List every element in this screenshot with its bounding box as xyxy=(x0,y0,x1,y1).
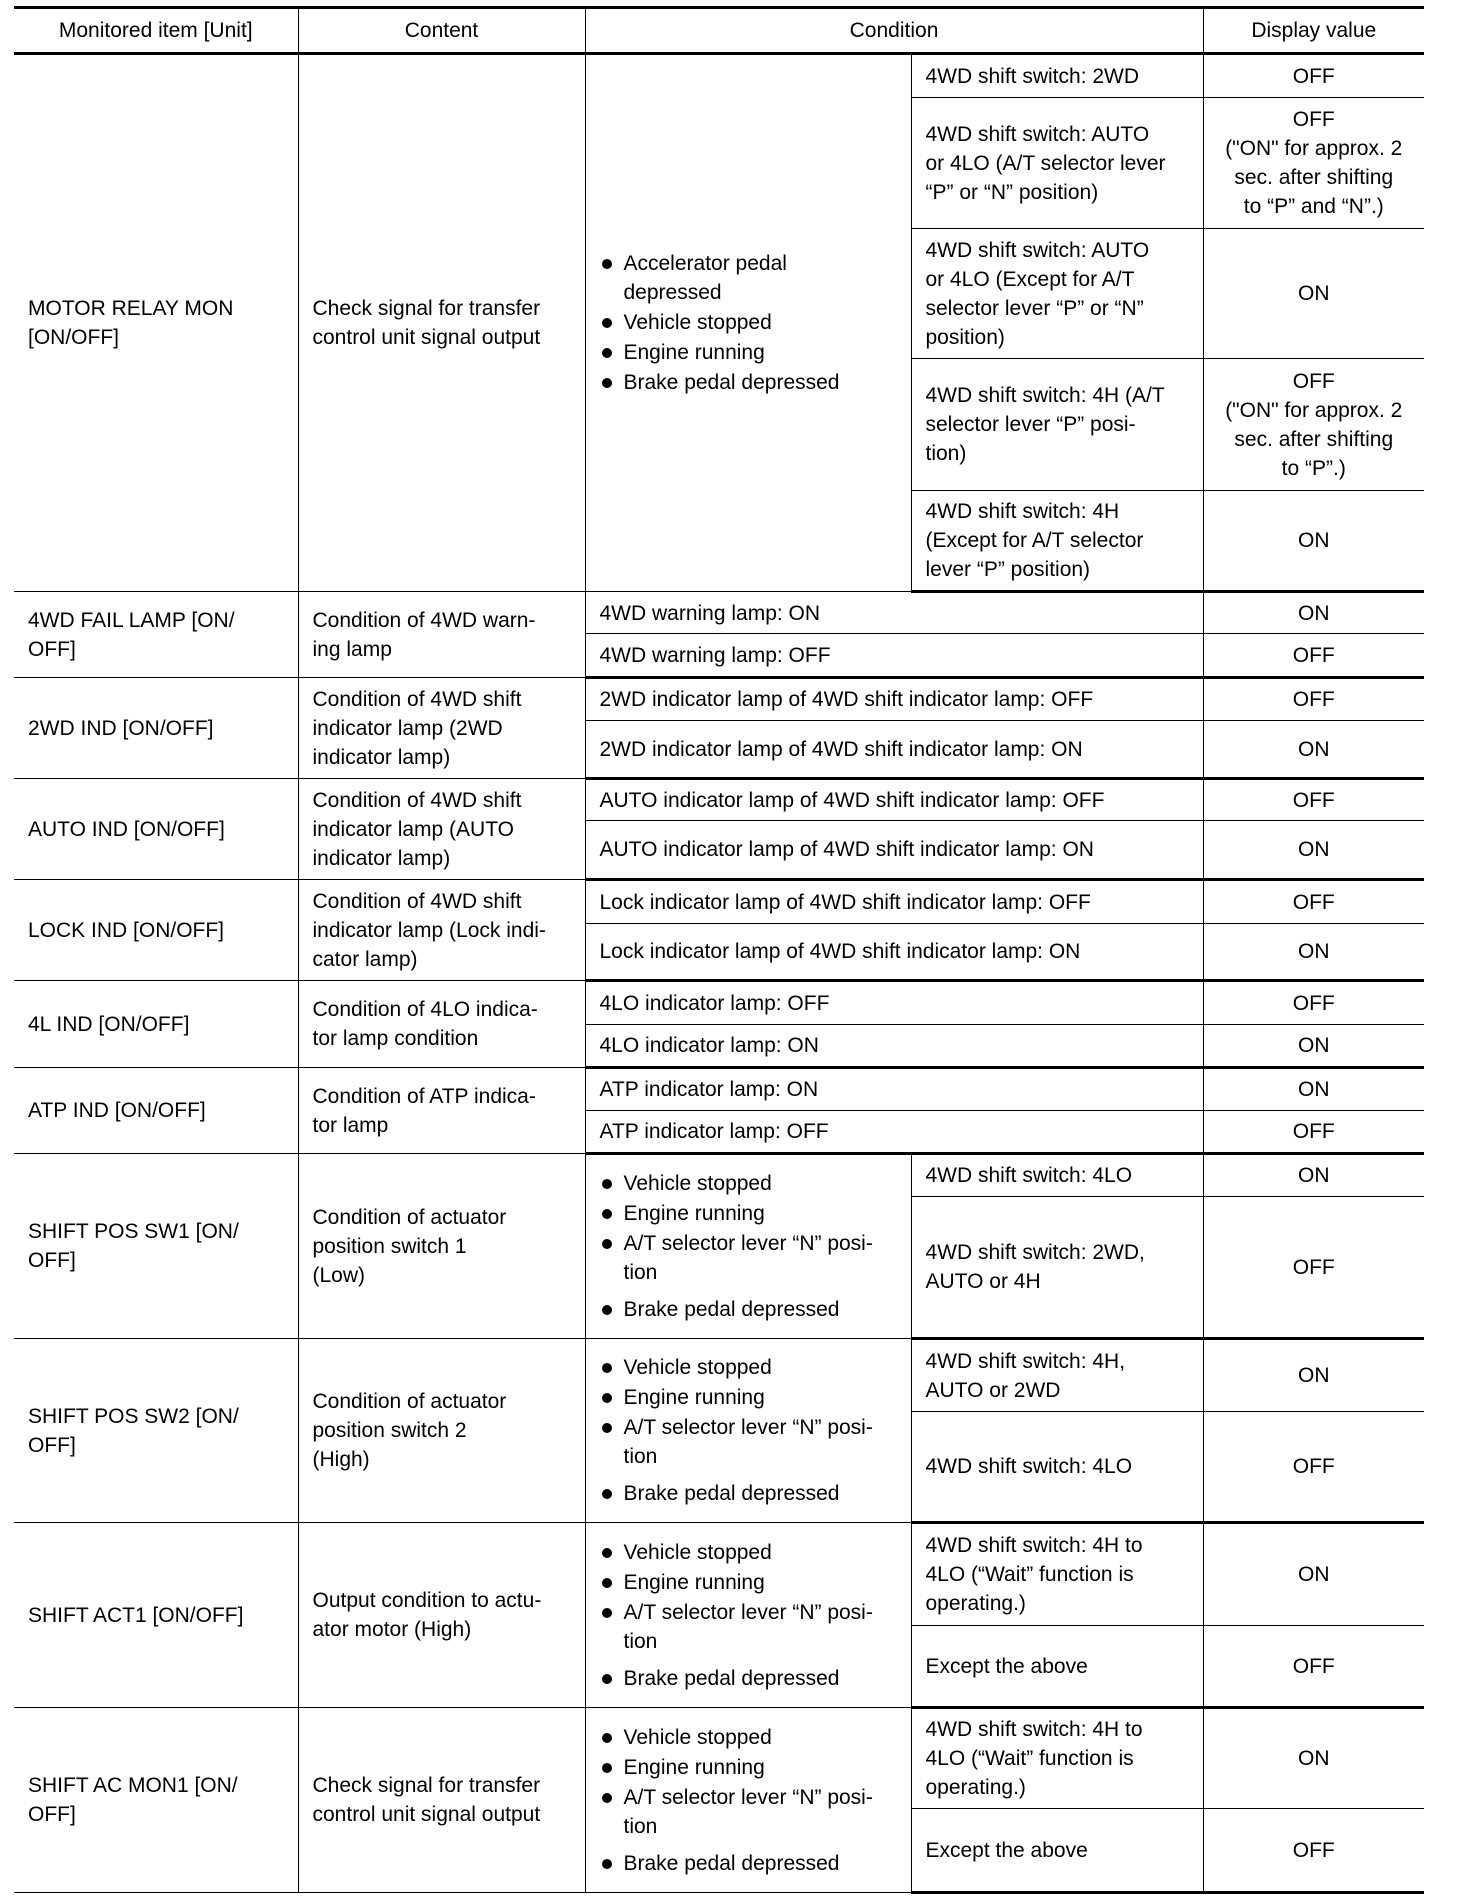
condition-bullet: Engine running xyxy=(600,338,897,367)
condition: 4LO indicator lamp: OFF xyxy=(585,981,1203,1025)
display-value: OFF xyxy=(1203,1197,1424,1339)
display-value: OFF ("ON" for approx. 2 sec. after shifting to “P”.) xyxy=(1203,359,1424,491)
header-content: Content xyxy=(298,8,585,54)
condition: 4WD shift switch: 4H (Except for A/T selector lever “P” position) xyxy=(911,491,1203,592)
display-value: OFF xyxy=(1203,880,1424,924)
monitored-item: SHIFT POS SW1 [ON/ OFF] xyxy=(14,1154,298,1339)
display-value: ON xyxy=(1203,1068,1424,1111)
condition: 4WD shift switch: 4LO xyxy=(911,1412,1203,1523)
display-value: OFF xyxy=(1203,634,1424,678)
condition: 4WD shift switch: 4H, AUTO or 2WD xyxy=(911,1339,1203,1412)
display-value: OFF xyxy=(1203,779,1424,821)
condition-bullet: Brake pedal depressed xyxy=(600,368,897,397)
content: Output condition to actu- ator motor (High) xyxy=(298,1523,585,1708)
condition-bullet: A/T selector lever “N” posi- tion xyxy=(600,1413,897,1471)
condition: 2WD indicator lamp of 4WD shift indicator lamp: OFF xyxy=(585,678,1203,721)
display-value: ON xyxy=(1203,1339,1424,1412)
table-row xyxy=(14,981,1424,1025)
condition-bullet: Vehicle stopped xyxy=(600,1723,897,1752)
display-value: OFF xyxy=(1203,981,1424,1025)
condition-bullet: Engine running xyxy=(600,1753,897,1782)
table-row xyxy=(14,592,1424,634)
header-condition: Condition xyxy=(585,8,1203,54)
monitored-item: SHIFT ACT1 [ON/OFF] xyxy=(14,1523,298,1708)
condition: Except the above xyxy=(911,1809,1203,1893)
content: Condition of 4WD warn- ing lamp xyxy=(298,592,585,678)
condition: ATP indicator lamp: OFF xyxy=(585,1111,1203,1154)
condition-bullet: Brake pedal depressed xyxy=(600,1295,897,1324)
display-value: OFF xyxy=(1203,1626,1424,1708)
content: Check signal for transfer control unit signal output xyxy=(298,54,585,592)
display-value: OFF xyxy=(1203,54,1424,98)
condition: 4WD shift switch: AUTO or 4LO (A/T selector lever “P” or “N” position) xyxy=(911,98,1203,229)
display-value: ON xyxy=(1203,1708,1424,1809)
display-value: OFF xyxy=(1203,1809,1424,1893)
condition-bullet: Brake pedal depressed xyxy=(600,1849,897,1878)
condition-bullet: Vehicle stopped xyxy=(600,1538,897,1567)
condition: 4WD warning lamp: ON xyxy=(585,592,1203,634)
condition: 4WD shift switch: 4LO xyxy=(911,1154,1203,1197)
bullet-list xyxy=(600,249,897,397)
condition-bullet: Vehicle stopped xyxy=(600,1353,897,1382)
condition: 4WD warning lamp: OFF xyxy=(585,634,1203,678)
condition: 4WD shift switch: AUTO or 4LO (Except for A/T selector lever “P” or “N” position) xyxy=(911,229,1203,359)
table-row xyxy=(14,1154,1424,1197)
bullet-list xyxy=(600,1353,897,1508)
header-row xyxy=(14,8,1424,54)
display-value: ON xyxy=(1203,1025,1424,1068)
content: Condition of 4WD shift indicator lamp (Lock indi- cator lamp) xyxy=(298,880,585,981)
monitored-item: 4L IND [ON/OFF] xyxy=(14,981,298,1068)
condition: AUTO indicator lamp of 4WD shift indicator lamp: OFF xyxy=(585,779,1203,821)
condition-bullet: Brake pedal depressed xyxy=(600,1664,897,1693)
content: Condition of 4LO indica- tor lamp condition xyxy=(298,981,585,1068)
table-row xyxy=(14,880,1424,924)
condition: Lock indicator lamp of 4WD shift indicator lamp: OFF xyxy=(585,880,1203,924)
table-row xyxy=(14,1339,1424,1412)
condition: 2WD indicator lamp of 4WD shift indicator lamp: ON xyxy=(585,721,1203,779)
bullet-list xyxy=(600,1538,897,1693)
content: Condition of actuator position switch 2 (High) xyxy=(298,1339,585,1523)
content: Condition of 4WD shift indicator lamp (AUTO indicator lamp) xyxy=(298,779,585,880)
monitored-item: SHIFT POS SW2 [ON/ OFF] xyxy=(14,1339,298,1523)
content: Check signal for transfer control unit signal output xyxy=(298,1708,585,1893)
condition-bullet: Brake pedal depressed xyxy=(600,1479,897,1508)
condition: 4WD shift switch: 2WD, AUTO or 4H xyxy=(911,1197,1203,1339)
display-value: ON xyxy=(1203,924,1424,981)
condition: Except the above xyxy=(911,1626,1203,1708)
content: Condition of 4WD shift indicator lamp (2WD indicator lamp) xyxy=(298,678,585,779)
display-value: OFF xyxy=(1203,678,1424,721)
condition: 4WD shift switch: 4H (A/T selector lever “P” posi- tion) xyxy=(911,359,1203,491)
condition-bullet: A/T selector lever “N” posi- tion xyxy=(600,1598,897,1656)
condition-bullet: Vehicle stopped xyxy=(600,1169,897,1198)
display-value: ON xyxy=(1203,1154,1424,1197)
table-row xyxy=(14,779,1424,821)
display-value: OFF xyxy=(1203,1412,1424,1523)
monitored-item: ATP IND [ON/OFF] xyxy=(14,1068,298,1154)
display-value: OFF ("ON" for approx. 2 sec. after shifting to “P” and “N”.) xyxy=(1203,98,1424,229)
display-value: ON xyxy=(1203,821,1424,880)
table-row xyxy=(14,54,1424,98)
monitored-item: AUTO IND [ON/OFF] xyxy=(14,779,298,880)
monitored-item: SHIFT AC MON1 [ON/ OFF] xyxy=(14,1708,298,1893)
condition-bullet: Engine running xyxy=(600,1568,897,1597)
condition-bullet: Engine running xyxy=(600,1383,897,1412)
header-monitored-item: Monitored item [Unit] xyxy=(14,8,298,54)
condition: Lock indicator lamp of 4WD shift indicator lamp: ON xyxy=(585,924,1203,981)
condition-list xyxy=(585,1339,911,1523)
condition-bullet: A/T selector lever “N” posi- tion xyxy=(600,1783,897,1841)
condition-bullet: Accelerator pedal depressed xyxy=(600,249,897,307)
condition-list xyxy=(585,1708,911,1893)
table-row xyxy=(14,678,1424,721)
display-value: ON xyxy=(1203,721,1424,779)
monitored-item: MOTOR RELAY MON [ON/OFF] xyxy=(14,54,298,592)
content: Condition of ATP indica- tor lamp xyxy=(298,1068,585,1154)
display-value: OFF xyxy=(1203,1111,1424,1154)
condition: 4LO indicator lamp: ON xyxy=(585,1025,1203,1068)
header-display-value: Display value xyxy=(1203,8,1424,54)
content: Condition of actuator position switch 1 (Low) xyxy=(298,1154,585,1339)
condition: 4WD shift switch: 2WD xyxy=(911,54,1203,98)
condition-bullet: A/T selector lever “N” posi- tion xyxy=(600,1229,897,1287)
display-value: ON xyxy=(1203,491,1424,592)
monitored-item: 2WD IND [ON/OFF] xyxy=(14,678,298,779)
condition-bullet: Vehicle stopped xyxy=(600,308,897,337)
table-row xyxy=(14,1068,1424,1111)
monitored-item: LOCK IND [ON/OFF] xyxy=(14,880,298,981)
monitor-item-table xyxy=(14,6,1424,1894)
condition: ATP indicator lamp: ON xyxy=(585,1068,1203,1111)
table-row xyxy=(14,1523,1424,1626)
monitored-item: 4WD FAIL LAMP [ON/ OFF] xyxy=(14,592,298,678)
bullet-list xyxy=(600,1169,897,1324)
condition-bullet: Engine running xyxy=(600,1199,897,1228)
condition-list xyxy=(585,1523,911,1708)
display-value: ON xyxy=(1203,229,1424,359)
table-row xyxy=(14,1708,1424,1809)
condition-list xyxy=(585,1154,911,1339)
condition: AUTO indicator lamp of 4WD shift indicator lamp: ON xyxy=(585,821,1203,880)
display-value: ON xyxy=(1203,1523,1424,1626)
condition-list xyxy=(585,54,911,592)
display-value: ON xyxy=(1203,592,1424,634)
condition: 4WD shift switch: 4H to 4LO (“Wait” function is operating.) xyxy=(911,1708,1203,1809)
condition: 4WD shift switch: 4H to 4LO (“Wait” function is operating.) xyxy=(911,1523,1203,1626)
bullet-list xyxy=(600,1723,897,1878)
